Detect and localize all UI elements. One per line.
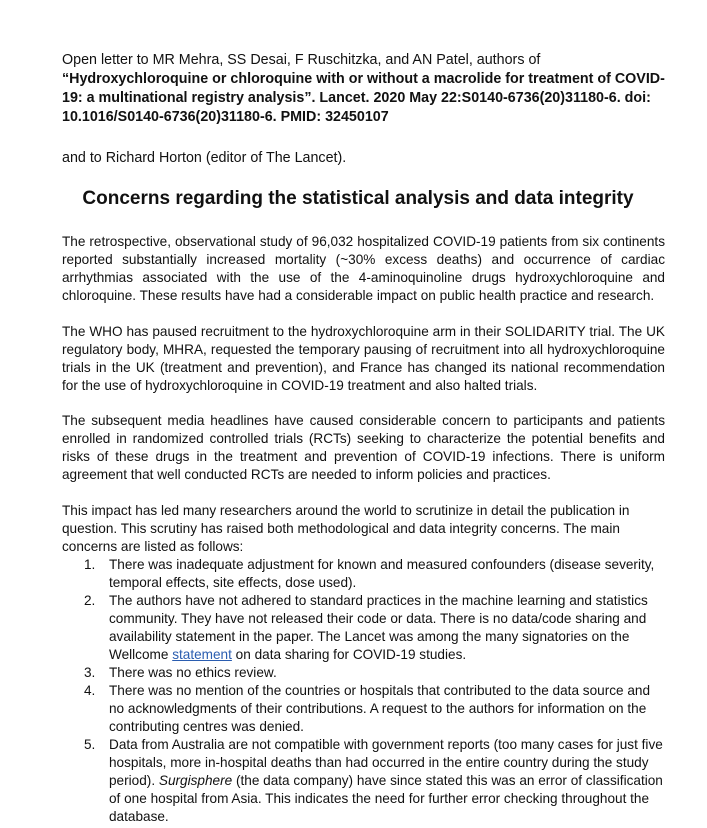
list-item	[62, 592, 665, 664]
list-item-text: Data from Australia are not compatible with government reports (too many cases for just five hospitals, more in-hospital deaths than had occurred in the entire country during the study period).	[109, 737, 663, 788]
list-item-number: 4.	[84, 683, 96, 698]
list-item-text: The authors have not adhered to standard practices in the machine learning and statistics community. They have not released their code or data. There is no data/code sharing and availability statement in the paper. The Lancet was among the many signatories on the Wellcome	[109, 593, 648, 662]
list-item	[62, 736, 665, 826]
list-item	[62, 556, 665, 592]
list-item-text-end: (the data company) have since stated this was an error of classification of one hospital from Asia. This indicates the need for further error checking throughout the database.	[109, 773, 663, 824]
wellcome-statement-link[interactable]: statement	[172, 647, 232, 662]
article-citation: “Hydroxychloroquine or chloroquine with or without a macrolide for treatment of COVID-19: a multinational registry analysis”. Lancet. 2020 May 22:S0140-6736(20)31180-6. doi: 10.1016/S0140-6736(20)31180-6. PMID: 32450107	[62, 71, 665, 125]
concerns-intro: This impact has led many researchers around the world to scrutinize in detail the publication in question. This scrutiny has raised both methodological and data integrity concerns. The main concerns are listed as follows:	[62, 503, 630, 554]
list-item	[62, 682, 665, 736]
list-item-text: There was no ethics review.	[109, 665, 277, 680]
concerns-list	[62, 556, 665, 826]
list-item-number: 3.	[84, 665, 96, 680]
header-intro: Open letter to MR Mehra, SS Desai, F Ruschitzka, and AN Patel, authors of	[62, 52, 541, 68]
list-item-number: 2.	[84, 593, 96, 608]
list-item-number: 1.	[84, 557, 96, 572]
company-name: Surgisphere	[158, 773, 233, 788]
paragraph-study-summary: The retrospective, observational study of 96,032 hospitalized COVID-19 patients from six continents reported substantially increased mortality (~30% excess deaths) and occurrence of cardiac arrhythmias associated with the use of the 4-aminoquinoline drugs hydroxychloroquine and chloroquine. These results have had a considerable impact on public health practice and research.	[62, 234, 665, 303]
paragraph-media-concern: The subsequent media headlines have caused considerable concern to participants and patients enrolled in randomized controlled trials (RCTs) seeking to characterize the potential benefits and risks of these drugs in the treatment and prevention of COVID-19 infections. There is uniform agreement that well conducted RCTs are needed to inform policies and practices.	[62, 413, 665, 482]
list-item-text-end: on data sharing for COVID-19 studies.	[231, 647, 467, 662]
list-item-number: 5.	[84, 737, 96, 752]
letter-header	[62, 51, 672, 127]
page-title: Concerns regarding the statistical analysis and data integrity	[82, 188, 634, 209]
recipient-line: and to Richard Horton (editor of The Lancet).	[62, 150, 347, 166]
paragraph-regulatory-impact: The WHO has paused recruitment to the hydroxychloroquine arm in their SOLIDARITY trial. The UK regulatory body, MHRA, requested the temporary pausing of recruitment into all hydroxychloroquine trials in the UK (treatment and prevention), and France has changed its national recommendation for the use of hydroxychloroquine in COVID-19 treatment and also halted trials.	[62, 324, 665, 393]
list-item-text: There was inadequate adjustment for known and measured confounders (disease severity, temporal effects, site effects, dose used).	[109, 557, 655, 590]
list-item-text: There was no mention of the countries or hospitals that contributed to the data source and no acknowledgments of their contributions. A request to the authors for information on the contributing centres was denied.	[109, 683, 651, 734]
list-item	[62, 664, 665, 682]
